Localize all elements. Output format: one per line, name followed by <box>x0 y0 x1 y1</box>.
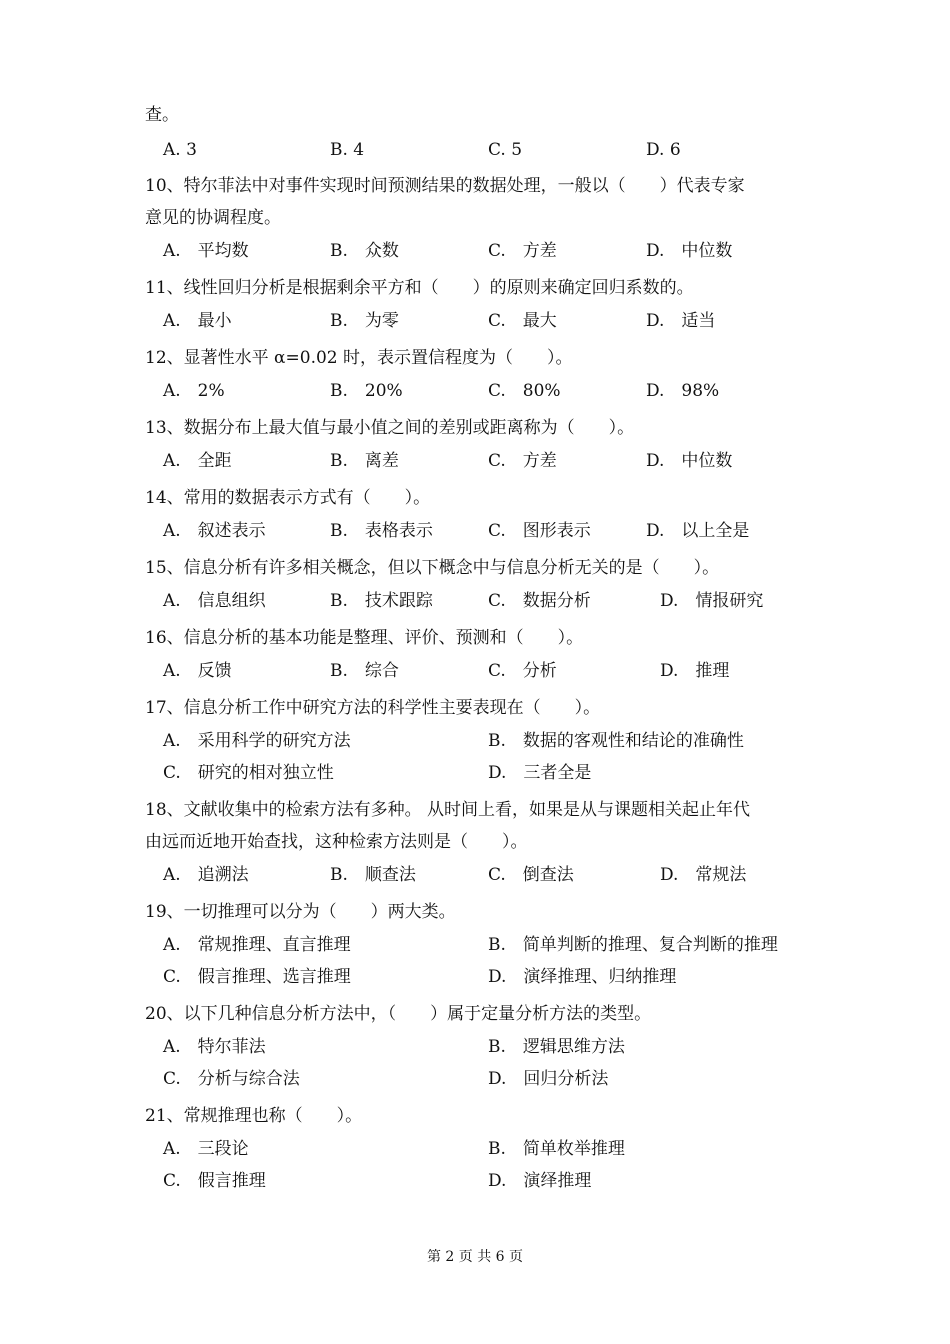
question-16-stem: 16、信息分析的基本功能是整理、评价、预测和（ ）。 <box>145 628 584 648</box>
option-d: D. 回归分析法 <box>488 1069 609 1089</box>
question-20-stem: 20、以下几种信息分析方法中，（ ）属于定量分析方法的类型。 <box>145 1004 652 1024</box>
option-c: C. 假言推理、选言推理 <box>163 967 351 987</box>
option-c: C. 数据分析 <box>488 591 591 611</box>
option-b: B. 综合 <box>330 661 399 681</box>
option-b: B. 20% <box>330 381 403 401</box>
option-d: D. 推理 <box>660 661 730 681</box>
option-d: D. 三者全是 <box>488 763 592 783</box>
option-a: A. 追溯法 <box>163 865 249 885</box>
option-a: A. 三段论 <box>163 1139 249 1159</box>
question-continuation: 查。 <box>145 105 179 125</box>
option-c: C. 图形表示 <box>488 521 591 541</box>
question-19-stem: 19、一切推理可以分为（ ）两大类。 <box>145 902 456 922</box>
question-10-stem-line2: 意见的协调程度。 <box>145 208 281 228</box>
option-c: C. 方差 <box>488 241 557 261</box>
option-c: C. 5 <box>488 140 523 160</box>
option-d: D. 以上全是 <box>646 521 750 541</box>
option-b: B. 离差 <box>330 451 399 471</box>
question-10-stem-line1: 10、特尔菲法中对事件实现时间预测结果的数据处理，一般以（ ）代表专家 <box>145 176 745 196</box>
option-b: B. 众数 <box>330 241 399 261</box>
option-c: C. 最大 <box>488 311 557 331</box>
option-d: D. 6 <box>646 140 681 160</box>
option-c: C. 研究的相对独立性 <box>163 763 334 783</box>
question-13-stem: 13、数据分布上最大值与最小值之间的差别或距离称为（ ）。 <box>145 418 635 438</box>
option-c: C. 80% <box>488 381 561 401</box>
option-c: C. 分析与综合法 <box>163 1069 300 1089</box>
option-b: B. 为零 <box>330 311 399 331</box>
option-a: A. 叙述表示 <box>163 521 266 541</box>
option-b: B. 4 <box>330 140 365 160</box>
option-a: A. 反馈 <box>163 661 232 681</box>
question-18-stem-line1: 18、文献收集中的检索方法有多种。 从时间上看，如果是从与课题相关起止年代 <box>145 800 751 820</box>
option-a: A. 特尔菲法 <box>163 1037 266 1057</box>
option-c: C. 分析 <box>488 661 557 681</box>
question-15-stem: 15、信息分析有许多相关概念，但以下概念中与信息分析无关的是（ ）。 <box>145 558 720 578</box>
option-d: D. 中位数 <box>646 451 733 471</box>
option-d: D. 演绎推理、归纳推理 <box>488 967 677 987</box>
option-b: B. 逻辑思维方法 <box>488 1037 625 1057</box>
question-12-stem: 12、显著性水平 α=0.02 时，表示置信程度为（ ）。 <box>145 348 573 368</box>
option-a: A. 全距 <box>163 451 232 471</box>
option-c: C. 方差 <box>488 451 557 471</box>
option-a: A. 常规推理、直言推理 <box>163 935 351 955</box>
option-a: A. 信息组织 <box>163 591 266 611</box>
page-number-footer: 第 2 页 共 6 页 <box>426 1249 524 1265</box>
option-d: D. 常规法 <box>660 865 747 885</box>
option-b: B. 顺查法 <box>330 865 416 885</box>
option-d: D. 情报研究 <box>660 591 764 611</box>
option-b: B. 数据的客观性和结论的准确性 <box>488 731 744 751</box>
option-a: A. 最小 <box>163 311 232 331</box>
question-17-stem: 17、信息分析工作中研究方法的科学性主要表现在（ ）。 <box>145 698 601 718</box>
question-14-stem: 14、常用的数据表示方式有（ ）。 <box>145 488 431 508</box>
option-c: C. 倒查法 <box>488 865 574 885</box>
question-21-stem: 21、常规推理也称（ ）。 <box>145 1106 363 1126</box>
option-d: D. 98% <box>646 381 720 401</box>
option-d: D. 中位数 <box>646 241 733 261</box>
option-a: A. 3 <box>163 140 197 160</box>
option-a: A. 采用科学的研究方法 <box>163 731 351 751</box>
option-b: B. 简单枚举推理 <box>488 1139 625 1159</box>
option-c: C. 假言推理 <box>163 1171 266 1191</box>
option-d: D. 适当 <box>646 311 716 331</box>
option-d: D. 演绎推理 <box>488 1171 592 1191</box>
option-a: A. 2% <box>163 381 225 401</box>
option-b: B. 简单判断的推理、复合判断的推理 <box>488 935 778 955</box>
option-b: B. 技术跟踪 <box>330 591 433 611</box>
option-a: A. 平均数 <box>163 241 249 261</box>
option-b: B. 表格表示 <box>330 521 433 541</box>
question-18-stem-line2: 由远而近地开始查找，这种检索方法则是（ ）。 <box>145 832 528 852</box>
question-11-stem: 11、线性回归分析是根据剩余平方和（ ）的原则来确定回归系数的。 <box>145 278 694 298</box>
